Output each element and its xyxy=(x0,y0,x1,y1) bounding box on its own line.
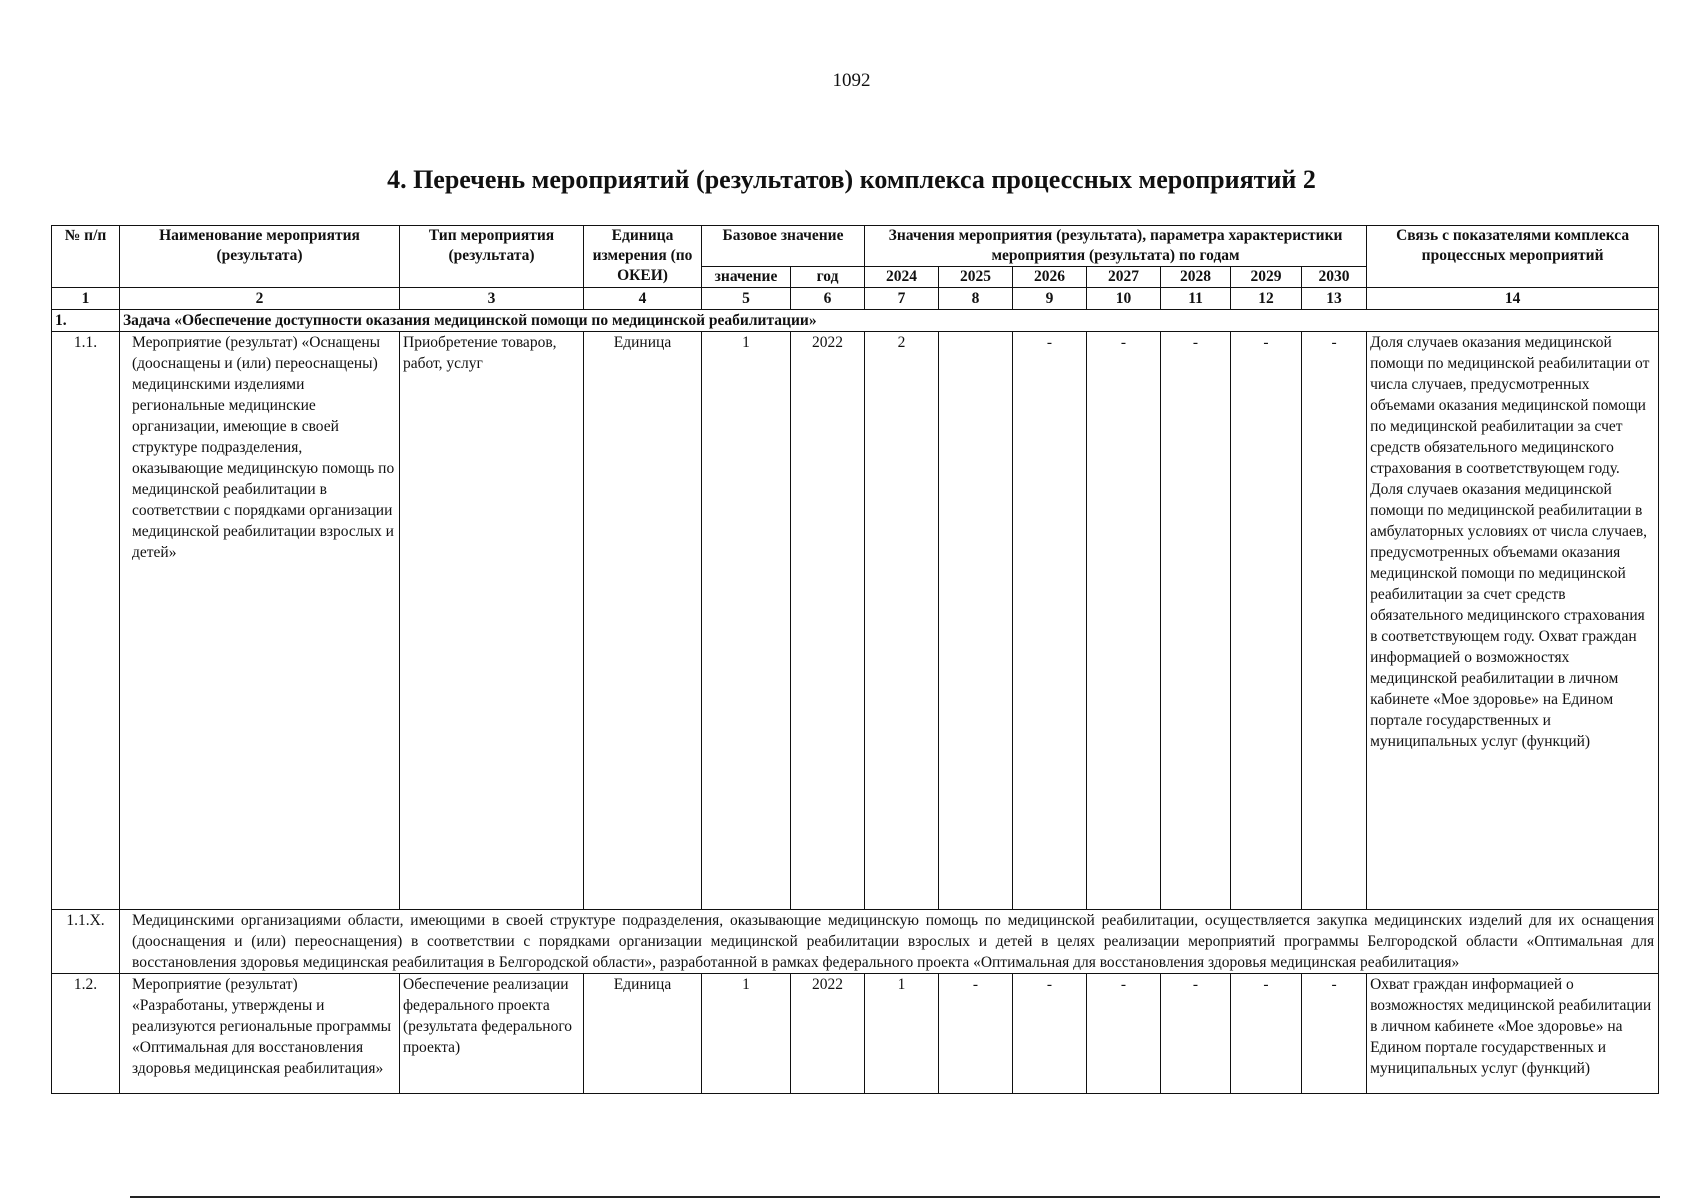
header-base-value: значение xyxy=(702,267,791,288)
row-link: Доля случаев оказания медицинской помощи по медицинской реабилитации от числа случаев, предусмотренных объемами оказания медицинской помощи по медицинской реабилитации за счет средств обязательного медицинского страхования в соответствующем году. Доля случаев оказания медицинской помощи по медицинской реабилитации в амбулаторных условиях от числа случаев, предусмотренных объемами оказания медицинской помощи по медицинской реабилитации за счет средств обязательного медицинского страхования в соответствующем году. Охват граждан информацией о возможностях медицинской реабилитации в личном кабинете «Мое здоровье» на Едином портале государственных и муниципальных услуг (функций) xyxy=(1367,332,1659,910)
row-base-value: 1 xyxy=(702,332,791,910)
row-value-2024: 1 xyxy=(865,974,939,1094)
row-value-2028: - xyxy=(1161,332,1231,910)
column-number: 3 xyxy=(400,288,584,310)
page-title: 4. Перечень мероприятий (результатов) комплекса процессных мероприятий 2 xyxy=(387,165,1316,194)
row-value-2030: - xyxy=(1302,332,1367,910)
column-number: 10 xyxy=(1087,288,1161,310)
row-link: Охват граждан информацией о возможностях медицинской реабилитации в личном кабинете «Мое здоровье» на Едином портале государственных и муниципальных услуг (функций) xyxy=(1367,974,1659,1094)
row-type: Приобретение товаров, работ, услуг xyxy=(400,332,584,910)
column-number: 7 xyxy=(865,288,939,310)
note-num: 1.1.Х. xyxy=(52,910,120,974)
header-name: Наименование мероприятия (результата) xyxy=(120,226,400,288)
row-value-2027: - xyxy=(1087,332,1161,910)
header-year: 2029 xyxy=(1231,267,1302,288)
header-base: Базовое значение xyxy=(702,226,865,267)
header-base-year: год xyxy=(791,267,865,288)
row-num: 1.1. xyxy=(52,332,120,910)
row-value-2028: - xyxy=(1161,974,1231,1094)
row-num: 1.2. xyxy=(52,974,120,1094)
bottom-rule xyxy=(130,1196,1660,1198)
column-number: 9 xyxy=(1013,288,1087,310)
header-year: 2024 xyxy=(865,267,939,288)
header-num: № п/п xyxy=(52,226,120,288)
row-unit: Единица xyxy=(584,974,702,1094)
row-value-2029: - xyxy=(1231,974,1302,1094)
row-base-year: 2022 xyxy=(791,332,865,910)
column-number-row xyxy=(52,288,1659,310)
row-name: Мероприятие (результат) «Оснащены (дооснащены и (или) переоснащены) медицинскими изделиями региональные медицинские организации, имеющие в своей структуре подразделения, оказывающие медицинскую помощь по медицинской реабилитации в соответствии с порядками организации медицинской реабилитации взрослых и детей» xyxy=(120,332,400,910)
table-row xyxy=(52,332,1659,910)
measures-table xyxy=(51,225,1659,1094)
column-number: 14 xyxy=(1367,288,1659,310)
row-name: Мероприятие (результат) «Разработаны, утверждены и реализуются региональные программы «Оптимальная для восстановления здоровья медицинская реабилитация» xyxy=(120,974,400,1094)
column-number: 11 xyxy=(1161,288,1231,310)
column-number: 1 xyxy=(52,288,120,310)
header-year: 2025 xyxy=(939,267,1013,288)
page-number: 1092 xyxy=(832,70,871,91)
column-number: 2 xyxy=(120,288,400,310)
row-value-2030: - xyxy=(1302,974,1367,1094)
row-value-2026: - xyxy=(1013,974,1087,1094)
header-row-1 xyxy=(52,226,1659,267)
note-row xyxy=(52,910,1659,974)
header-values: Значения мероприятия (результата), параметра характеристики мероприятия (результата) по годам xyxy=(865,226,1367,267)
column-number: 12 xyxy=(1231,288,1302,310)
row-type: Обеспечение реализации федерального проекта (результата федерального проекта) xyxy=(400,974,584,1094)
task-text: Задача «Обеспечение доступности оказания медицинской помощи по медицинской реабилитации» xyxy=(120,310,1659,332)
row-value-2025: - xyxy=(939,974,1013,1094)
column-number: 6 xyxy=(791,288,865,310)
row-value-2027: - xyxy=(1087,974,1161,1094)
column-number: 8 xyxy=(939,288,1013,310)
row-value-2024: 2 xyxy=(865,332,939,910)
note-text: Медицинскими организациями области, имеющими в своей структуре подразделения, оказывающие медицинскую помощь по медицинской реабилитации, осуществляется закупка медицинских изделий для их оснащения (дооснащения и (или) переоснащения) в соответствии с порядками организации медицинской реабилитации взрослых и детей в целях реализации мероприятий программы Белгородской области «Оптимальная для восстановления здоровья медицинская реабилитация в Белгородской области», разработанной в рамках федерального проекта «Оптимальная для восстановления здоровья медицинская реабилитация» xyxy=(120,910,1659,974)
row-unit: Единица xyxy=(584,332,702,910)
table-row xyxy=(52,974,1659,1094)
task-num: 1. xyxy=(52,310,120,332)
row-base-year: 2022 xyxy=(791,974,865,1094)
column-number: 5 xyxy=(702,288,791,310)
header-link: Связь с показателями комплекса процессных мероприятий xyxy=(1367,226,1659,288)
row-value-2025 xyxy=(939,332,1013,910)
row-value-2029: - xyxy=(1231,332,1302,910)
header-type: Тип мероприятия (результата) xyxy=(400,226,584,288)
row-value-2026: - xyxy=(1013,332,1087,910)
column-number: 13 xyxy=(1302,288,1367,310)
header-year: 2030 xyxy=(1302,267,1367,288)
header-year: 2026 xyxy=(1013,267,1087,288)
row-base-value: 1 xyxy=(702,974,791,1094)
task-row xyxy=(52,310,1659,332)
header-year: 2028 xyxy=(1161,267,1231,288)
header-unit: Единица измерения (по ОКЕИ) xyxy=(584,226,702,288)
column-number: 4 xyxy=(584,288,702,310)
header-year: 2027 xyxy=(1087,267,1161,288)
